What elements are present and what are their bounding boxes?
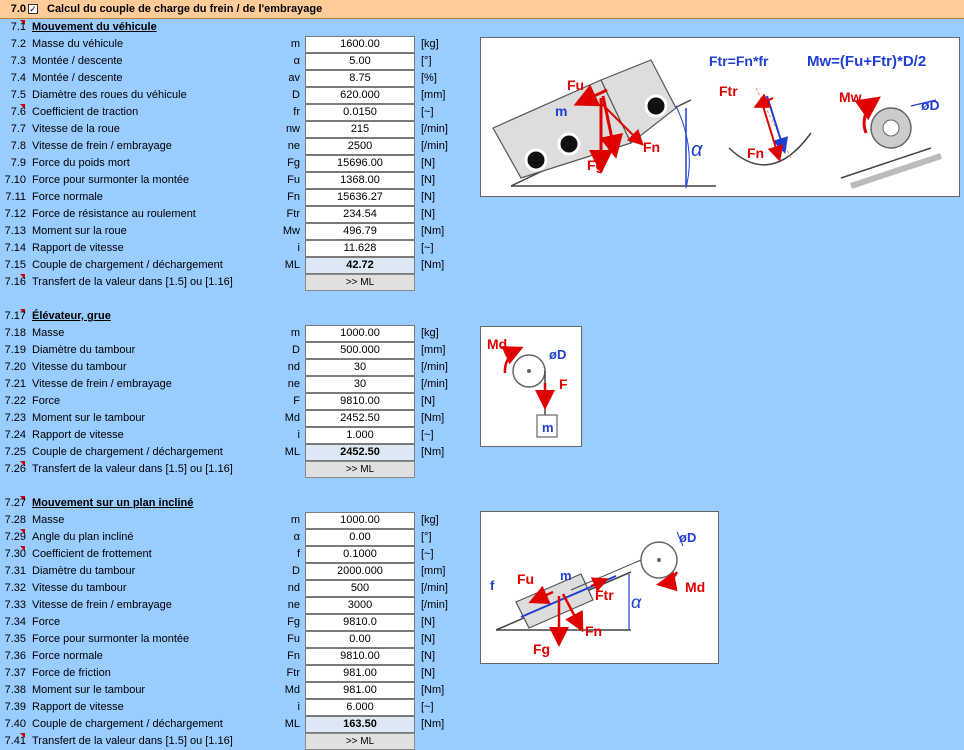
- value-field[interactable]: 9810.00: [305, 648, 415, 665]
- row-symbol: F: [293, 395, 300, 407]
- row-label: Masse: [32, 327, 65, 339]
- row-symbol: Fn: [287, 650, 300, 662]
- row-symbol: Md: [284, 684, 300, 696]
- table-row: [0, 189, 460, 206]
- table-row: [0, 597, 460, 614]
- row-symbol: m: [290, 514, 300, 526]
- row-unit: [~]: [421, 429, 434, 441]
- row-label: Rapport de vitesse: [32, 429, 124, 441]
- value-field[interactable]: 234.54: [305, 206, 415, 223]
- transfer-row: [0, 733, 460, 750]
- row-label: Force de résistance au roulement: [32, 208, 196, 220]
- row-unit: [kg]: [421, 38, 439, 50]
- row-label: Moment sur le tambour: [32, 412, 146, 424]
- row-symbol: Fu: [287, 633, 300, 645]
- row-unit: [/min]: [421, 140, 448, 152]
- row-label: Force du poids mort: [32, 157, 130, 169]
- row-unit: [~]: [421, 548, 434, 560]
- row-symbol: nd: [287, 361, 300, 373]
- value-field[interactable]: 9810.0: [305, 614, 415, 631]
- value-field[interactable]: 2452.50: [305, 410, 415, 427]
- row-number: 7.37: [4, 667, 26, 679]
- value-field[interactable]: 620.000: [305, 87, 415, 104]
- table-row: [0, 716, 460, 733]
- row-number: 7.7: [10, 123, 26, 135]
- row-symbol: ne: [287, 599, 300, 611]
- row-number: 7.38: [4, 684, 26, 696]
- row-number: 7.2: [10, 38, 26, 50]
- row-symbol: fr: [293, 106, 300, 118]
- row-number: 7.36: [4, 650, 26, 662]
- vehicle-label-fu: Fu: [567, 77, 585, 93]
- row-unit: [mm]: [421, 344, 446, 356]
- row-label: Transfert de la valeur dans [1.5] ou [1.16]: [32, 463, 233, 475]
- transfer-row: [0, 274, 460, 291]
- vehicle-formula-mw: Mw=(Fu+Ftr)*D/2: [807, 53, 927, 70]
- row-number: 7.24: [4, 429, 26, 441]
- value-field[interactable]: 496.79: [305, 223, 415, 240]
- value-field[interactable]: 0.00: [305, 631, 415, 648]
- row-label: Force: [32, 395, 61, 407]
- row-unit: [N]: [421, 174, 436, 186]
- row-symbol: ne: [287, 378, 300, 390]
- row-label: Moment sur le tambour: [32, 684, 146, 696]
- table-row: [0, 393, 460, 410]
- vehicle-formula-ftr: Ftr=Fn*fr: [709, 53, 769, 69]
- value-field[interactable]: 8.75: [305, 70, 415, 87]
- section-title-row: [0, 496, 460, 512]
- row-number: 7.22: [4, 395, 26, 407]
- row-unit: [kg]: [421, 514, 439, 526]
- row-label: Force pour surmonter la montée: [32, 633, 190, 645]
- row-unit: [Nm]: [421, 259, 445, 271]
- row-number: 7.11: [5, 191, 26, 203]
- value-field[interactable]: 1000.00: [305, 512, 415, 529]
- row-symbol: D: [292, 344, 300, 356]
- table-row: [0, 53, 460, 70]
- vehicle-label-mw: Mw: [839, 89, 862, 105]
- table-row: [0, 325, 460, 342]
- vehicle-label-ftr: Ftr: [719, 83, 738, 99]
- value-field[interactable]: 1.000: [305, 427, 415, 444]
- section-title: Mouvement sur un plan incliné: [32, 497, 194, 509]
- row-number: 7.34: [4, 616, 26, 628]
- plane-label-m: m: [560, 568, 572, 583]
- table-row: [0, 257, 460, 274]
- row-symbol: ML: [284, 446, 300, 458]
- row-number: 7.28: [4, 514, 26, 526]
- row-symbol: f: [296, 548, 300, 560]
- row-unit: [N]: [421, 208, 436, 220]
- plane-label-f: f: [490, 578, 495, 593]
- row-unit: [N]: [421, 667, 436, 679]
- row-unit: [Nm]: [421, 225, 445, 237]
- row-unit: [N]: [421, 616, 436, 628]
- row-unit: [Nm]: [421, 412, 445, 424]
- value-field[interactable]: 5.00: [305, 53, 415, 70]
- vehicle-label-fn: Fn: [643, 139, 661, 155]
- row-number: 7.21: [4, 378, 26, 390]
- row-label: Force: [32, 616, 61, 628]
- row-label: Montée / descente: [32, 72, 123, 84]
- row-number: 7.18: [4, 327, 26, 339]
- table-row: [0, 631, 460, 648]
- table-row: [0, 580, 460, 597]
- row-unit: [Nm]: [421, 684, 445, 696]
- vehicle-label-m: m: [555, 103, 568, 119]
- vehicle-label-od: øD: [921, 97, 940, 113]
- row-unit: [/min]: [421, 361, 448, 373]
- plane-label-fn: Fn: [585, 623, 603, 639]
- row-number: 7.27: [4, 497, 26, 509]
- table-row: [0, 699, 460, 716]
- table-row: [0, 444, 460, 461]
- row-label: Force normale: [32, 650, 103, 662]
- row-symbol: Fu: [287, 174, 300, 186]
- row-number: 7.3: [10, 55, 26, 67]
- row-label: Transfert de la valeur dans [1.5] ou [1.16]: [32, 735, 233, 747]
- row-label: Force pour surmonter la montée: [32, 174, 190, 186]
- value-field[interactable]: 1368.00: [305, 172, 415, 189]
- value-field[interactable]: 0.1000: [305, 546, 415, 563]
- table-row: [0, 223, 460, 240]
- row-unit: [~]: [421, 106, 434, 118]
- plane-label-fu: Fu: [517, 571, 535, 587]
- row-number: 7.35: [4, 633, 26, 645]
- row-symbol: D: [292, 565, 300, 577]
- row-unit: [/min]: [421, 599, 448, 611]
- row-number: 7.39: [4, 701, 26, 713]
- row-number: 7.32: [4, 582, 26, 594]
- row-number: 7.13: [4, 225, 26, 237]
- row-unit: [N]: [421, 191, 436, 203]
- transfer-ml-button[interactable]: >> ML: [305, 733, 415, 750]
- table-row: [0, 172, 460, 189]
- table-row: [0, 87, 460, 104]
- row-unit: [%]: [421, 72, 437, 84]
- table-row: [0, 155, 460, 172]
- vehicle-label-fn2: Fn: [747, 145, 765, 161]
- row-label: Rapport de vitesse: [32, 242, 124, 254]
- value-field[interactable]: 2000.000: [305, 563, 415, 580]
- table-row: [0, 682, 460, 699]
- table-row: [0, 359, 460, 376]
- section-title: Élévateur, grue: [32, 310, 111, 322]
- value-field[interactable]: 30: [305, 376, 415, 393]
- value-field[interactable]: 15696.00: [305, 155, 415, 172]
- row-symbol: Ftr: [286, 208, 300, 220]
- row-number: 7.5: [10, 89, 26, 101]
- plane-label-ftr: Ftr: [595, 587, 614, 603]
- section-title: Mouvement du véhicule: [32, 21, 157, 33]
- row-symbol: i: [297, 242, 300, 254]
- row-number: 7.20: [4, 361, 26, 373]
- row-unit: [mm]: [421, 89, 446, 101]
- row-symbol: m: [290, 38, 300, 50]
- row-number: 7.9: [10, 157, 26, 169]
- row-label: Vitesse de frein / embrayage: [32, 599, 172, 611]
- table-row: [0, 121, 460, 138]
- header-title: Calcul du couple de charge du frein / de l'embrayage: [47, 3, 323, 15]
- row-symbol: av: [288, 72, 300, 84]
- row-unit: [/min]: [421, 123, 448, 135]
- row-symbol: nd: [287, 582, 300, 594]
- row-number: 7.1: [10, 21, 26, 33]
- transfer-row: [0, 461, 460, 478]
- header-number: 7.0: [10, 3, 26, 15]
- row-number: 7.19: [4, 344, 26, 356]
- row-label: Diamètre du tambour: [32, 565, 136, 577]
- value-field[interactable]: 42.72: [305, 257, 415, 274]
- row-unit: [mm]: [421, 565, 446, 577]
- value-field[interactable]: 2500: [305, 138, 415, 155]
- table-row: [0, 410, 460, 427]
- row-label: Coefficient de traction: [32, 106, 139, 118]
- row-symbol: Fg: [287, 157, 300, 169]
- section-title-row: [0, 20, 460, 36]
- value-field[interactable]: 6.000: [305, 699, 415, 716]
- value-field[interactable]: 3000: [305, 597, 415, 614]
- row-symbol: Fn: [287, 191, 300, 203]
- row-label: Rapport de vitesse: [32, 701, 124, 713]
- row-symbol: m: [290, 327, 300, 339]
- row-symbol: nw: [285, 123, 300, 135]
- row-number: 7.10: [4, 174, 26, 186]
- row-number: 7.25: [4, 446, 26, 458]
- row-unit: [N]: [421, 157, 436, 169]
- row-label: Vitesse de la roue: [32, 123, 120, 135]
- row-label: Montée / descente: [32, 55, 123, 67]
- plane-label-fg: Fg: [533, 641, 551, 657]
- row-unit: [N]: [421, 633, 436, 645]
- value-field[interactable]: 981.00: [305, 682, 415, 699]
- crane-label-md: Md: [487, 336, 508, 352]
- table-row: [0, 665, 460, 682]
- crane-label-m: m: [542, 420, 554, 435]
- row-label: Couple de chargement / déchargement: [32, 718, 223, 730]
- row-label: Force de friction: [32, 667, 111, 679]
- vehicle-label-fg: Fg: [587, 157, 605, 173]
- row-number: 7.4: [10, 72, 26, 84]
- value-field[interactable]: 2452.50: [305, 444, 415, 461]
- row-unit: [~]: [421, 242, 434, 254]
- row-symbol: Mw: [282, 225, 300, 237]
- table-row: [0, 546, 460, 563]
- section-header-bar: [0, 0, 964, 19]
- row-symbol: ne: [287, 140, 300, 152]
- table-row: [0, 648, 460, 665]
- value-field[interactable]: 9810.00: [305, 393, 415, 410]
- crane-diagram: [480, 326, 582, 447]
- row-unit: [Nm]: [421, 718, 445, 730]
- row-label: Masse: [32, 514, 65, 526]
- row-number: 7.12: [4, 208, 26, 220]
- value-field[interactable]: 30: [305, 359, 415, 376]
- row-number: 7.8: [10, 140, 26, 152]
- row-number: 7.31: [4, 565, 26, 577]
- row-symbol: D: [292, 89, 300, 101]
- crane-label-f: F: [559, 376, 568, 392]
- table-row: [0, 206, 460, 223]
- row-label: Couple de chargement / déchargement: [32, 446, 223, 458]
- row-unit: [/min]: [421, 582, 448, 594]
- row-label: Vitesse du tambour: [32, 582, 127, 594]
- value-field[interactable]: 0.00: [305, 529, 415, 546]
- vehicle-diagram: [480, 37, 960, 197]
- plane-label-alpha: α: [631, 592, 642, 612]
- row-number: 7.6: [10, 106, 26, 118]
- row-symbol: Ftr: [286, 667, 300, 679]
- table-row: [0, 563, 460, 580]
- crane-label-od: øD: [549, 347, 567, 362]
- table-row: [0, 70, 460, 87]
- row-unit: [N]: [421, 650, 436, 662]
- row-symbol: α: [293, 55, 300, 67]
- row-label: Angle du plan incliné: [32, 531, 134, 543]
- row-number: 7.30: [4, 548, 26, 560]
- value-field[interactable]: 500: [305, 580, 415, 597]
- table-row: [0, 104, 460, 121]
- table-row: [0, 529, 460, 546]
- row-unit: [°]: [421, 531, 432, 543]
- table-row: [0, 36, 460, 53]
- plane-label-od: øD: [679, 530, 697, 545]
- value-field[interactable]: 1600.00: [305, 36, 415, 53]
- row-unit: [/min]: [421, 378, 448, 390]
- row-number: 7.16: [4, 276, 26, 288]
- header-checkbox[interactable]: ✓: [29, 4, 37, 14]
- row-number: 7.17: [4, 310, 26, 322]
- row-number: 7.14: [4, 242, 26, 254]
- row-symbol: Fg: [287, 616, 300, 628]
- row-symbol: α: [293, 531, 300, 543]
- table-row: [0, 512, 460, 529]
- row-symbol: i: [297, 429, 300, 441]
- row-label: Coefficient de frottement: [32, 548, 152, 560]
- table-row: [0, 342, 460, 359]
- row-label: Vitesse du tambour: [32, 361, 127, 373]
- table-row: [0, 614, 460, 631]
- value-field[interactable]: 981.00: [305, 665, 415, 682]
- row-number: 7.23: [4, 412, 26, 424]
- table-row: [0, 427, 460, 444]
- row-label: Vitesse de frein / embrayage: [32, 378, 172, 390]
- value-field[interactable]: 215: [305, 121, 415, 138]
- value-field[interactable]: 1000.00: [305, 325, 415, 342]
- row-label: Diamètre des roues du véhicule: [32, 89, 187, 101]
- table-row: [0, 240, 460, 257]
- section-title-row: [0, 309, 460, 325]
- row-number: 7.15: [4, 259, 26, 271]
- table-row: [0, 376, 460, 393]
- row-number: 7.29: [4, 531, 26, 543]
- row-number: 7.40: [4, 718, 26, 730]
- row-label: Moment sur la roue: [32, 225, 127, 237]
- row-label: Masse du véhicule: [32, 38, 124, 50]
- plane-label-md: Md: [685, 579, 706, 595]
- row-symbol: ML: [284, 718, 300, 730]
- value-field[interactable]: 163.50: [305, 716, 415, 733]
- row-unit: [~]: [421, 701, 434, 713]
- transfer-ml-button[interactable]: >> ML: [305, 461, 415, 478]
- row-label: Diamètre du tambour: [32, 344, 136, 356]
- value-field[interactable]: 11.628: [305, 240, 415, 257]
- row-label: Vitesse de frein / embrayage: [32, 140, 172, 152]
- row-label: Transfert de la valeur dans [1.5] ou [1.16]: [32, 276, 233, 288]
- row-symbol: i: [297, 701, 300, 713]
- row-unit: [Nm]: [421, 446, 445, 458]
- transfer-ml-button[interactable]: >> ML: [305, 274, 415, 291]
- row-label: Force normale: [32, 191, 103, 203]
- plane-diagram: [480, 511, 719, 664]
- row-number: 7.33: [4, 599, 26, 611]
- row-number: 7.26: [4, 463, 26, 475]
- row-label: Couple de chargement / déchargement: [32, 259, 223, 271]
- row-unit: [N]: [421, 395, 436, 407]
- row-number: 7.41: [4, 735, 26, 747]
- row-unit: [°]: [421, 55, 432, 67]
- value-field[interactable]: 15636.27: [305, 189, 415, 206]
- row-unit: [kg]: [421, 327, 439, 339]
- row-symbol: Md: [284, 412, 300, 424]
- table-row: [0, 138, 460, 155]
- value-field[interactable]: 500.000: [305, 342, 415, 359]
- value-field[interactable]: 0.0150: [305, 104, 415, 121]
- vehicle-label-alpha: α: [691, 139, 703, 161]
- row-symbol: ML: [284, 259, 300, 271]
